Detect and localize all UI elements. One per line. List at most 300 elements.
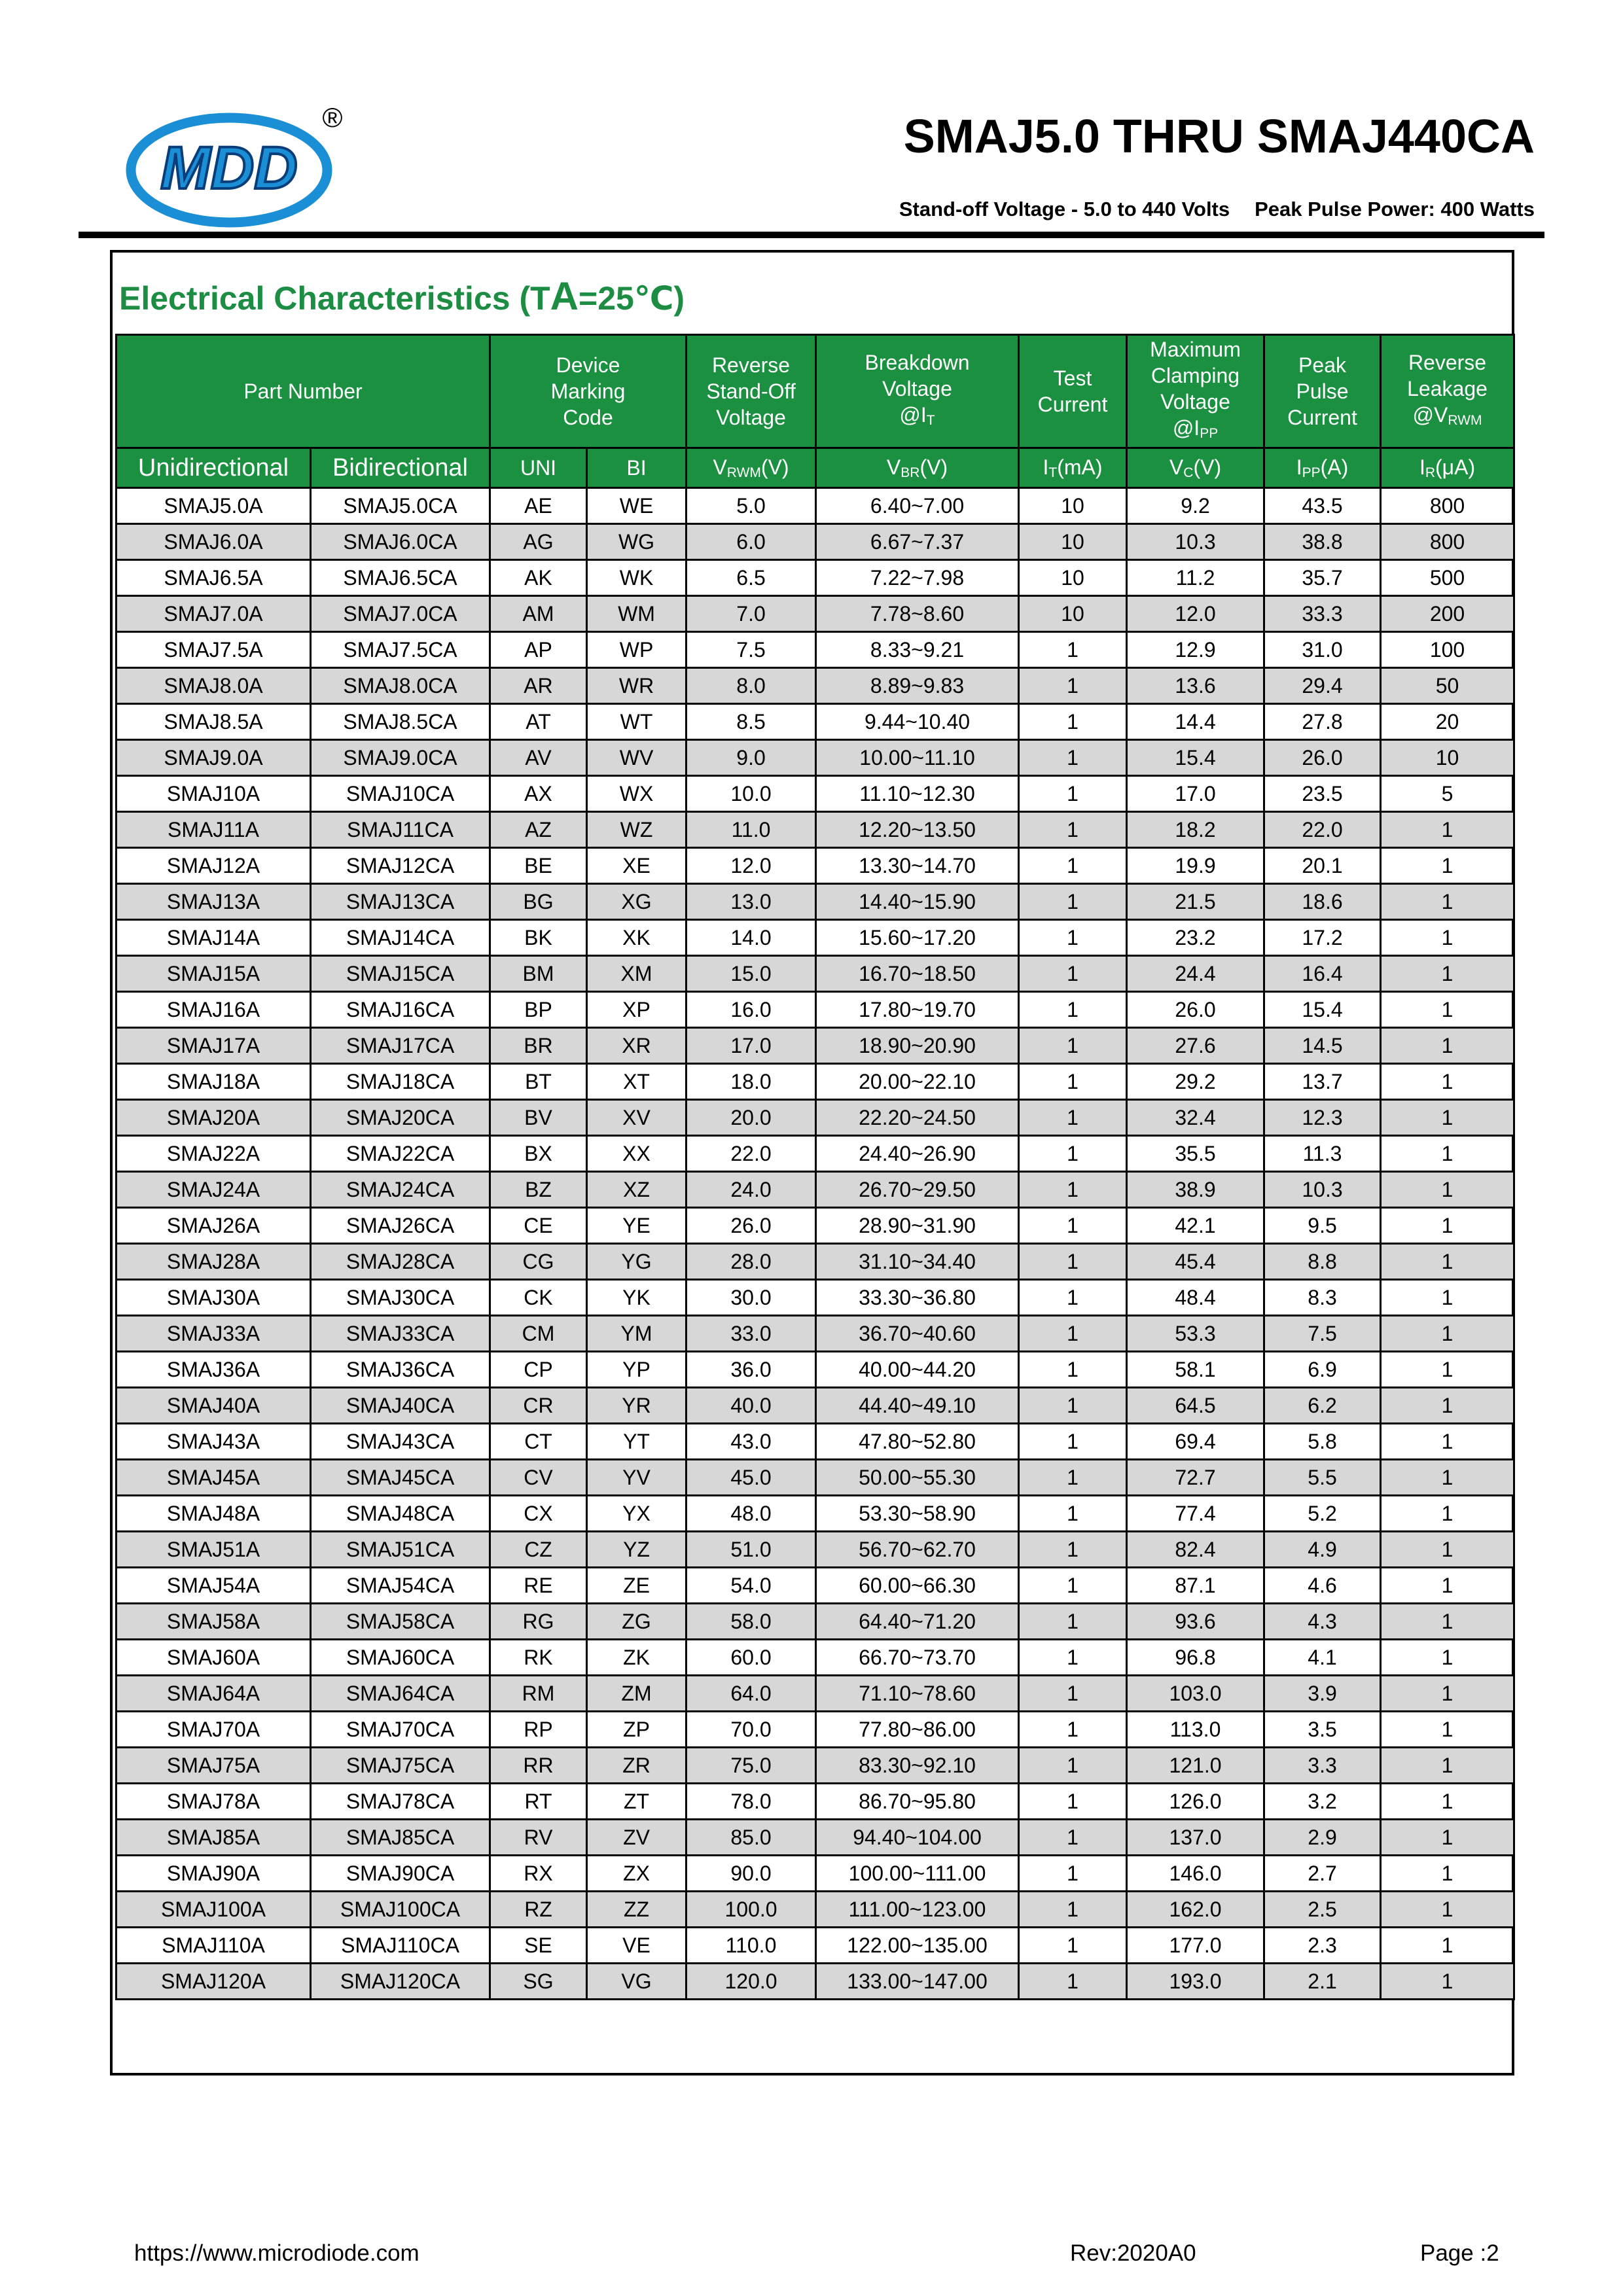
clamping-voltage-cell: 146.0 bbox=[1127, 1856, 1264, 1892]
part-number-header: Part Number bbox=[116, 335, 490, 448]
breakdown-voltage-cell: 133.00~147.00 bbox=[816, 1964, 1019, 2000]
unidirectional-part-cell: SMAJ14A bbox=[116, 920, 311, 956]
uni-marking-code-cell: BK bbox=[490, 920, 587, 956]
bi-marking-code-cell: YZ bbox=[587, 1532, 687, 1568]
clamping-voltage-cell: 23.2 bbox=[1127, 920, 1264, 956]
reverse-leakage-cell: 1 bbox=[1381, 1388, 1514, 1424]
breakdown-voltage-cell: 26.70~29.50 bbox=[816, 1172, 1019, 1208]
peak-pulse-current-cell: 5.8 bbox=[1264, 1424, 1381, 1460]
unidirectional-part-cell: SMAJ16A bbox=[116, 992, 311, 1028]
clamping-voltage-cell: 45.4 bbox=[1127, 1244, 1264, 1280]
breakdown-voltage-cell: 16.70~18.50 bbox=[816, 956, 1019, 992]
unidirectional-part-cell: SMAJ33A bbox=[116, 1316, 311, 1352]
clamping-voltage-cell: 18.2 bbox=[1127, 812, 1264, 848]
unidirectional-part-cell: SMAJ43A bbox=[116, 1424, 311, 1460]
peak-pulse-current-cell: 20.1 bbox=[1264, 848, 1381, 884]
breakdown-voltage-cell: 9.44~10.40 bbox=[816, 704, 1019, 740]
test-current-cell: 1 bbox=[1019, 848, 1127, 884]
unidirectional-part-cell: SMAJ5.0A bbox=[116, 488, 311, 524]
clamping-voltage-cell: 11.2 bbox=[1127, 560, 1264, 596]
bidirectional-part-cell: SMAJ6.0CA bbox=[311, 524, 490, 560]
uni-marking-code-cell: SE bbox=[490, 1928, 587, 1964]
bi-marking-code-cell: YK bbox=[587, 1280, 687, 1316]
breakdown-voltage-cell: 50.00~55.30 bbox=[816, 1460, 1019, 1496]
breakdown-voltage-cell: 12.20~13.50 bbox=[816, 812, 1019, 848]
standoff-voltage-cell: 8.5 bbox=[687, 704, 816, 740]
table-row bbox=[116, 1424, 1514, 1460]
peak-pulse-current-cell: 35.7 bbox=[1264, 560, 1381, 596]
breakdown-voltage-cell: 6.40~7.00 bbox=[816, 488, 1019, 524]
bidirectional-part-cell: SMAJ120CA bbox=[311, 1964, 490, 2000]
bi-marking-code-cell: ZG bbox=[587, 1604, 687, 1640]
table-row bbox=[116, 1496, 1514, 1532]
clamping-voltage-cell: 42.1 bbox=[1127, 1208, 1264, 1244]
uni-marking-code-cell: RP bbox=[490, 1712, 587, 1748]
table-row bbox=[116, 848, 1514, 884]
reverse-leakage-cell: 100 bbox=[1381, 632, 1514, 668]
uni-marking-code-cell: RG bbox=[490, 1604, 587, 1640]
ir-unit-header: $I_R(\mu A)$ bbox=[1381, 448, 1514, 488]
peak-pulse-current-cell: 3.3 bbox=[1264, 1748, 1381, 1784]
standoff-voltage-cell: 40.0 bbox=[687, 1388, 816, 1424]
uni-code-header: UNI bbox=[490, 448, 587, 488]
unidirectional-part-cell: SMAJ58A bbox=[116, 1604, 311, 1640]
reverse-leakage-cell: 200 bbox=[1381, 596, 1514, 632]
bi-marking-code-cell: XZ bbox=[587, 1172, 687, 1208]
uni-marking-code-cell: AR bbox=[490, 668, 587, 704]
reverse-leakage-cell: 1 bbox=[1381, 1172, 1514, 1208]
test-current-cell: 1 bbox=[1019, 1064, 1127, 1100]
unidirectional-part-cell: SMAJ100A bbox=[116, 1892, 311, 1928]
table-row bbox=[116, 524, 1514, 560]
test-current-cell: 1 bbox=[1019, 1928, 1127, 1964]
reverse-leakage-cell: 10 bbox=[1381, 740, 1514, 776]
bi-marking-code-cell: WK bbox=[587, 560, 687, 596]
unidirectional-part-cell: SMAJ10A bbox=[116, 776, 311, 812]
standoff-voltage-cell: 54.0 bbox=[687, 1568, 816, 1604]
table-row bbox=[116, 956, 1514, 992]
bidirectional-part-cell: SMAJ16CA bbox=[311, 992, 490, 1028]
reverse-leakage-cell: 1 bbox=[1381, 1640, 1514, 1676]
bidirectional-part-cell: SMAJ43CA bbox=[311, 1424, 490, 1460]
reverse-leakage-cell: 5 bbox=[1381, 776, 1514, 812]
breakdown-voltage-cell: 100.00~111.00 bbox=[816, 1856, 1019, 1892]
clamping-voltage-cell: 27.6 bbox=[1127, 1028, 1264, 1064]
table-row bbox=[116, 1964, 1514, 2000]
unidirectional-part-cell: SMAJ36A bbox=[116, 1352, 311, 1388]
test-current-cell: 1 bbox=[1019, 1424, 1127, 1460]
clamping-voltage-cell: 121.0 bbox=[1127, 1748, 1264, 1784]
table-row bbox=[116, 1856, 1514, 1892]
bidirectional-part-cell: SMAJ60CA bbox=[311, 1640, 490, 1676]
peak-pulse-current-cell: 3.9 bbox=[1264, 1676, 1381, 1712]
test-current-cell: 1 bbox=[1019, 1820, 1127, 1856]
clamping-voltage-cell: 193.0 bbox=[1127, 1964, 1264, 2000]
breakdown-voltage-cell: 36.70~40.60 bbox=[816, 1316, 1019, 1352]
peak-pulse-current-cell: 26.0 bbox=[1264, 740, 1381, 776]
uni-marking-code-cell: AX bbox=[490, 776, 587, 812]
peak-pulse-current-cell: 10.3 bbox=[1264, 1172, 1381, 1208]
test-current-cell: 10 bbox=[1019, 488, 1127, 524]
unidirectional-part-cell: SMAJ7.5A bbox=[116, 632, 311, 668]
clamping-voltage-cell: 87.1 bbox=[1127, 1568, 1264, 1604]
peak-pulse-current-cell: 2.9 bbox=[1264, 1820, 1381, 1856]
uni-marking-code-cell: RR bbox=[490, 1748, 587, 1784]
unidirectional-part-cell: SMAJ15A bbox=[116, 956, 311, 992]
reverse-leakage-cell: 1 bbox=[1381, 1028, 1514, 1064]
bidirectional-part-cell: SMAJ10CA bbox=[311, 776, 490, 812]
clamping-voltage-cell: 12.9 bbox=[1127, 632, 1264, 668]
uni-marking-code-cell: AK bbox=[490, 560, 587, 596]
breakdown-voltage-cell: 20.00~22.10 bbox=[816, 1064, 1019, 1100]
bi-marking-code-cell: ZR bbox=[587, 1748, 687, 1784]
breakdown-voltage-cell: 22.20~24.50 bbox=[816, 1100, 1019, 1136]
bidirectional-part-cell: SMAJ8.5CA bbox=[311, 704, 490, 740]
reverse-leakage-cell: 20 bbox=[1381, 704, 1514, 740]
unidirectional-part-cell: SMAJ70A bbox=[116, 1712, 311, 1748]
bidirectional-part-cell: SMAJ33CA bbox=[311, 1316, 490, 1352]
standoff-voltage-cell: 64.0 bbox=[687, 1676, 816, 1712]
uni-marking-code-cell: CP bbox=[490, 1352, 587, 1388]
standoff-voltage-cell: 30.0 bbox=[687, 1280, 816, 1316]
table-row bbox=[116, 1172, 1514, 1208]
test-current-cell: 1 bbox=[1019, 1748, 1127, 1784]
uni-marking-code-cell: BT bbox=[490, 1064, 587, 1100]
bi-marking-code-cell: ZT bbox=[587, 1784, 687, 1820]
uni-marking-code-cell: BX bbox=[490, 1136, 587, 1172]
peak-pulse-current-cell: 2.3 bbox=[1264, 1928, 1381, 1964]
reverse-leakage-cell: 1 bbox=[1381, 1676, 1514, 1712]
breakdown-voltage-cell: 31.10~34.40 bbox=[816, 1244, 1019, 1280]
peak-pulse-current-cell: 8.8 bbox=[1264, 1244, 1381, 1280]
test-current-cell: 1 bbox=[1019, 1532, 1127, 1568]
table-row bbox=[116, 560, 1514, 596]
reverse-leakage-cell: 1 bbox=[1381, 1532, 1514, 1568]
header-divider bbox=[79, 232, 1544, 238]
peak-pulse-current-cell: 6.9 bbox=[1264, 1352, 1381, 1388]
unidirectional-part-cell: SMAJ8.5A bbox=[116, 704, 311, 740]
test-current-cell: 1 bbox=[1019, 1244, 1127, 1280]
unidirectional-part-cell: SMAJ75A bbox=[116, 1748, 311, 1784]
unidirectional-part-cell: SMAJ48A bbox=[116, 1496, 311, 1532]
reverse-leakage-cell: 1 bbox=[1381, 1856, 1514, 1892]
peak-pulse-current-cell: 4.3 bbox=[1264, 1604, 1381, 1640]
uni-marking-code-cell: CV bbox=[490, 1460, 587, 1496]
reverse-leakage-cell: 1 bbox=[1381, 1496, 1514, 1532]
standoff-voltage-cell: 26.0 bbox=[687, 1208, 816, 1244]
uni-marking-code-cell: BZ bbox=[490, 1172, 587, 1208]
breakdown-voltage-cell: 83.30~92.10 bbox=[816, 1748, 1019, 1784]
test-current-cell: 1 bbox=[1019, 1676, 1127, 1712]
footer-page-number: Page :2 bbox=[1420, 2240, 1499, 2266]
table-row bbox=[116, 668, 1514, 704]
unidirectional-part-cell: SMAJ24A bbox=[116, 1172, 311, 1208]
peak-pulse-current-cell: 2.1 bbox=[1264, 1964, 1381, 2000]
uni-marking-code-cell: AP bbox=[490, 632, 587, 668]
standoff-voltage-cell: 9.0 bbox=[687, 740, 816, 776]
standoff-voltage-cell: 7.5 bbox=[687, 632, 816, 668]
breakdown-voltage-cell: 14.40~15.90 bbox=[816, 884, 1019, 920]
bi-marking-code-cell: VE bbox=[587, 1928, 687, 1964]
bi-marking-code-cell: ZK bbox=[587, 1640, 687, 1676]
test-current-cell: 1 bbox=[1019, 1892, 1127, 1928]
bi-marking-code-cell: YG bbox=[587, 1244, 687, 1280]
uni-marking-code-cell: RX bbox=[490, 1856, 587, 1892]
bi-marking-code-cell: YV bbox=[587, 1460, 687, 1496]
test-current-cell: 1 bbox=[1019, 920, 1127, 956]
clamping-voltage-cell: 21.5 bbox=[1127, 884, 1264, 920]
peak-pulse-current-cell: 4.6 bbox=[1264, 1568, 1381, 1604]
clamping-voltage-cell: 12.0 bbox=[1127, 596, 1264, 632]
test-current-cell: 1 bbox=[1019, 1280, 1127, 1316]
bidirectional-part-cell: SMAJ8.0CA bbox=[311, 668, 490, 704]
clamping-voltage-cell: 58.1 bbox=[1127, 1352, 1264, 1388]
clamping-voltage-cell: 15.4 bbox=[1127, 740, 1264, 776]
bi-marking-code-cell: ZZ bbox=[587, 1892, 687, 1928]
test-current-cell: 1 bbox=[1019, 740, 1127, 776]
breakdown-voltage-cell: 64.40~71.20 bbox=[816, 1604, 1019, 1640]
bidirectional-part-cell: SMAJ11CA bbox=[311, 812, 490, 848]
unidirectional-part-cell: SMAJ20A bbox=[116, 1100, 311, 1136]
bidirectional-part-cell: SMAJ6.5CA bbox=[311, 560, 490, 596]
test-current-cell: 1 bbox=[1019, 704, 1127, 740]
unidirectional-part-cell: SMAJ78A bbox=[116, 1784, 311, 1820]
table-row bbox=[116, 1280, 1514, 1316]
peak-pulse-current-cell: 9.5 bbox=[1264, 1208, 1381, 1244]
breakdown-voltage-cell: 15.60~17.20 bbox=[816, 920, 1019, 956]
breakdown-voltage-cell: 17.80~19.70 bbox=[816, 992, 1019, 1028]
breakdown-voltage-cell: 8.33~9.21 bbox=[816, 632, 1019, 668]
uni-marking-code-cell: CZ bbox=[490, 1532, 587, 1568]
unidirectional-part-cell: SMAJ60A bbox=[116, 1640, 311, 1676]
clamping-voltage-cell: 29.2 bbox=[1127, 1064, 1264, 1100]
clamping-voltage-cell: 24.4 bbox=[1127, 956, 1264, 992]
bidirectional-part-cell: SMAJ48CA bbox=[311, 1496, 490, 1532]
table-row bbox=[116, 740, 1514, 776]
bidirectional-part-cell: SMAJ5.0CA bbox=[311, 488, 490, 524]
reverse-leakage-cell: 800 bbox=[1381, 488, 1514, 524]
breakdown-voltage-cell: 111.00~123.00 bbox=[816, 1892, 1019, 1928]
table-row bbox=[116, 812, 1514, 848]
bi-marking-code-cell: YP bbox=[587, 1352, 687, 1388]
table-row bbox=[116, 632, 1514, 668]
uni-marking-code-cell: RV bbox=[490, 1820, 587, 1856]
bi-marking-code-cell: XV bbox=[587, 1100, 687, 1136]
breakdown-voltage-cell: 86.70~95.80 bbox=[816, 1784, 1019, 1820]
clamping-voltage-cell: 77.4 bbox=[1127, 1496, 1264, 1532]
table-row bbox=[116, 488, 1514, 524]
ipp-unit-header: $I_{PP}(A)$ bbox=[1264, 448, 1381, 488]
table-unit-header-row bbox=[116, 448, 1514, 488]
standoff-voltage-cell: 33.0 bbox=[687, 1316, 816, 1352]
bi-marking-code-cell: WP bbox=[587, 632, 687, 668]
uni-marking-code-cell: AM bbox=[490, 596, 587, 632]
clamping-voltage-cell: 48.4 bbox=[1127, 1280, 1264, 1316]
bidirectional-part-cell: SMAJ22CA bbox=[311, 1136, 490, 1172]
clamping-voltage-header: Maximum Clamping Voltage $@I_{PP}$ bbox=[1127, 335, 1264, 448]
bi-marking-code-cell: VG bbox=[587, 1964, 687, 2000]
clamping-voltage-cell: 93.6 bbox=[1127, 1604, 1264, 1640]
bi-marking-code-cell: XP bbox=[587, 992, 687, 1028]
bidirectional-part-cell: SMAJ70CA bbox=[311, 1712, 490, 1748]
test-current-cell: 1 bbox=[1019, 1316, 1127, 1352]
table-group-header-row bbox=[116, 335, 1514, 448]
test-current-cell: 1 bbox=[1019, 884, 1127, 920]
standoff-voltage-cell: 15.0 bbox=[687, 956, 816, 992]
peak-pulse-current-cell: 4.9 bbox=[1264, 1532, 1381, 1568]
clamping-voltage-cell: 14.4 bbox=[1127, 704, 1264, 740]
peak-pulse-current-cell: 2.5 bbox=[1264, 1892, 1381, 1928]
breakdown-voltage-cell: 10.00~11.10 bbox=[816, 740, 1019, 776]
peak-pulse-power: Peak Pulse Power: 400 Watts bbox=[1255, 198, 1535, 221]
uni-marking-code-cell: CT bbox=[490, 1424, 587, 1460]
clamping-voltage-cell: 10.3 bbox=[1127, 524, 1264, 560]
bidirectional-part-cell: SMAJ64CA bbox=[311, 1676, 490, 1712]
test-current-cell: 1 bbox=[1019, 776, 1127, 812]
unidirectional-part-cell: SMAJ85A bbox=[116, 1820, 311, 1856]
uni-marking-code-cell: CK bbox=[490, 1280, 587, 1316]
uni-marking-code-cell: BE bbox=[490, 848, 587, 884]
bidirectional-part-cell: SMAJ78CA bbox=[311, 1784, 490, 1820]
uni-marking-code-cell: CG bbox=[490, 1244, 587, 1280]
peak-pulse-current-cell: 29.4 bbox=[1264, 668, 1381, 704]
clamping-voltage-cell: 38.9 bbox=[1127, 1172, 1264, 1208]
bidirectional-part-cell: SMAJ30CA bbox=[311, 1280, 490, 1316]
reverse-leakage-cell: 1 bbox=[1381, 1964, 1514, 2000]
standoff-voltage-cell: 75.0 bbox=[687, 1748, 816, 1784]
peak-pulse-current-cell: 33.3 bbox=[1264, 596, 1381, 632]
bidirectional-part-cell: SMAJ85CA bbox=[311, 1820, 490, 1856]
breakdown-voltage-cell: 122.00~135.00 bbox=[816, 1928, 1019, 1964]
breakdown-voltage-cell: 53.30~58.90 bbox=[816, 1496, 1019, 1532]
peak-pulse-current-cell: 31.0 bbox=[1264, 632, 1381, 668]
bi-marking-code-cell: WG bbox=[587, 524, 687, 560]
table-row bbox=[116, 884, 1514, 920]
clamping-voltage-cell: 103.0 bbox=[1127, 1676, 1264, 1712]
peak-pulse-current-cell: 14.5 bbox=[1264, 1028, 1381, 1064]
unidirectional-part-cell: SMAJ64A bbox=[116, 1676, 311, 1712]
it-unit-header: $I_T(mA)$ bbox=[1019, 448, 1127, 488]
clamping-voltage-cell: 72.7 bbox=[1127, 1460, 1264, 1496]
standoff-voltage-cell: 7.0 bbox=[687, 596, 816, 632]
unidirectional-part-cell: SMAJ51A bbox=[116, 1532, 311, 1568]
test-current-cell: 1 bbox=[1019, 1568, 1127, 1604]
table-row bbox=[116, 1568, 1514, 1604]
table-row bbox=[116, 1244, 1514, 1280]
table-row bbox=[116, 1460, 1514, 1496]
breakdown-voltage-cell: 56.70~62.70 bbox=[816, 1532, 1019, 1568]
clamping-voltage-cell: 137.0 bbox=[1127, 1820, 1264, 1856]
bidirectional-part-cell: SMAJ24CA bbox=[311, 1172, 490, 1208]
test-current-cell: 1 bbox=[1019, 1964, 1127, 2000]
uni-marking-code-cell: CR bbox=[490, 1388, 587, 1424]
bidirectional-part-cell: SMAJ12CA bbox=[311, 848, 490, 884]
bi-marking-code-cell: XE bbox=[587, 848, 687, 884]
standoff-voltage-cell: 24.0 bbox=[687, 1172, 816, 1208]
peak-pulse-current-cell: 17.2 bbox=[1264, 920, 1381, 956]
reverse-leakage-header: Reverse Leakage $@V_{RWM}$ bbox=[1381, 335, 1514, 448]
uni-marking-code-cell: BP bbox=[490, 992, 587, 1028]
reverse-leakage-cell: 1 bbox=[1381, 956, 1514, 992]
uni-marking-code-cell: RE bbox=[490, 1568, 587, 1604]
bidirectional-part-cell: SMAJ54CA bbox=[311, 1568, 490, 1604]
bidirectional-part-cell: SMAJ7.0CA bbox=[311, 596, 490, 632]
reverse-leakage-cell: 1 bbox=[1381, 1208, 1514, 1244]
breakdown-voltage-header: Breakdown Voltage $@I_T$ bbox=[816, 335, 1019, 448]
test-current-cell: 1 bbox=[1019, 1640, 1127, 1676]
uni-marking-code-cell: RZ bbox=[490, 1892, 587, 1928]
bidirectional-part-cell: SMAJ100CA bbox=[311, 1892, 490, 1928]
uni-marking-code-cell: BM bbox=[490, 956, 587, 992]
bidirectional-part-cell: SMAJ45CA bbox=[311, 1460, 490, 1496]
breakdown-voltage-cell: 8.89~9.83 bbox=[816, 668, 1019, 704]
test-current-header: Test Current bbox=[1019, 335, 1127, 448]
peak-pulse-current-cell: 13.7 bbox=[1264, 1064, 1381, 1100]
peak-pulse-current-cell: 23.5 bbox=[1264, 776, 1381, 812]
reverse-leakage-cell: 1 bbox=[1381, 1424, 1514, 1460]
clamping-voltage-cell: 9.2 bbox=[1127, 488, 1264, 524]
reverse-leakage-cell: 1 bbox=[1381, 1244, 1514, 1280]
bidirectional-part-cell: SMAJ36CA bbox=[311, 1352, 490, 1388]
bidirectional-part-cell: SMAJ51CA bbox=[311, 1532, 490, 1568]
bi-marking-code-cell: ZX bbox=[587, 1856, 687, 1892]
standoff-voltage-cell: 28.0 bbox=[687, 1244, 816, 1280]
test-current-cell: 1 bbox=[1019, 1388, 1127, 1424]
bidirectional-part-cell: SMAJ40CA bbox=[311, 1388, 490, 1424]
table-row bbox=[116, 1136, 1514, 1172]
breakdown-voltage-cell: 77.80~86.00 bbox=[816, 1712, 1019, 1748]
bidirectional-header: Bidirectional bbox=[311, 448, 490, 488]
uni-marking-code-cell: CM bbox=[490, 1316, 587, 1352]
breakdown-voltage-cell: 40.00~44.20 bbox=[816, 1352, 1019, 1388]
breakdown-voltage-cell: 11.10~12.30 bbox=[816, 776, 1019, 812]
uni-marking-code-cell: AV bbox=[490, 740, 587, 776]
vc-unit-header: $V_C(V)$ bbox=[1127, 448, 1264, 488]
table-row bbox=[116, 920, 1514, 956]
uni-marking-code-cell: RT bbox=[490, 1784, 587, 1820]
standoff-voltage-cell: 11.0 bbox=[687, 812, 816, 848]
clamping-voltage-cell: 13.6 bbox=[1127, 668, 1264, 704]
test-current-cell: 1 bbox=[1019, 1460, 1127, 1496]
test-current-cell: 1 bbox=[1019, 956, 1127, 992]
reverse-leakage-cell: 1 bbox=[1381, 1280, 1514, 1316]
reverse-leakage-cell: 50 bbox=[1381, 668, 1514, 704]
unidirectional-part-cell: SMAJ18A bbox=[116, 1064, 311, 1100]
bi-marking-code-cell: ZE bbox=[587, 1568, 687, 1604]
table-row bbox=[116, 1532, 1514, 1568]
bidirectional-part-cell: SMAJ14CA bbox=[311, 920, 490, 956]
bidirectional-part-cell: SMAJ90CA bbox=[311, 1856, 490, 1892]
unidirectional-part-cell: SMAJ90A bbox=[116, 1856, 311, 1892]
uni-marking-code-cell: AG bbox=[490, 524, 587, 560]
standoff-voltage-cell: 120.0 bbox=[687, 1964, 816, 2000]
bi-marking-code-cell: YE bbox=[587, 1208, 687, 1244]
reverse-leakage-cell: 800 bbox=[1381, 524, 1514, 560]
peak-pulse-current-cell: 22.0 bbox=[1264, 812, 1381, 848]
test-current-cell: 1 bbox=[1019, 1172, 1127, 1208]
peak-pulse-current-cell: 16.4 bbox=[1264, 956, 1381, 992]
uni-marking-code-cell: AE bbox=[490, 488, 587, 524]
bi-marking-code-cell: XR bbox=[587, 1028, 687, 1064]
uni-marking-code-cell: AZ bbox=[490, 812, 587, 848]
table-row bbox=[116, 992, 1514, 1028]
reverse-leakage-cell: 1 bbox=[1381, 1784, 1514, 1820]
breakdown-voltage-cell: 28.90~31.90 bbox=[816, 1208, 1019, 1244]
footer-revision: Rev:2020A0 bbox=[1070, 2240, 1196, 2266]
unidirectional-part-cell: SMAJ7.0A bbox=[116, 596, 311, 632]
vrwm-unit-header: $V_{RWM}(V)$ bbox=[687, 448, 816, 488]
bidirectional-part-cell: SMAJ75CA bbox=[311, 1748, 490, 1784]
